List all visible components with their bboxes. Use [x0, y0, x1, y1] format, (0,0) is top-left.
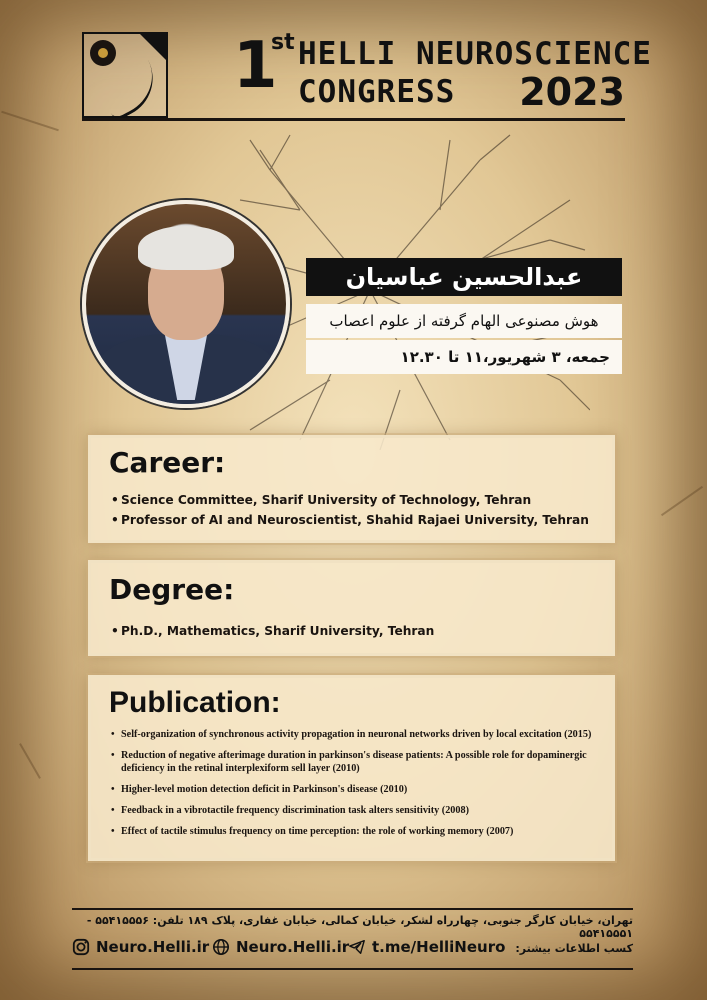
- degree-heading: Degree:: [109, 573, 235, 606]
- career-section: [88, 435, 615, 543]
- congress-title-line2: CONGRESS: [298, 74, 456, 110]
- instagram-icon: [72, 938, 90, 956]
- ordinal-suffix: st: [271, 30, 295, 55]
- footer-socials: [72, 938, 633, 964]
- footer-rule-bottom: [72, 968, 633, 970]
- career-list: [111, 490, 602, 530]
- more-info-label: کسب اطلاعات بیشتر:: [515, 942, 633, 955]
- website-link[interactable]: [212, 938, 349, 956]
- talk-title: هوش مصنوعی الهام گرفته از علوم اعصاب: [306, 304, 622, 338]
- paper-crack: [1, 111, 59, 131]
- list-item: • Feedback in a vibrotactile frequency discrimination task alters sensitivity (2008): [111, 804, 602, 817]
- publication-section: [88, 675, 615, 861]
- publication-heading: Publication:: [109, 686, 281, 719]
- footer-address: تهران، خیابان کارگر جنوبی، چهارراه لشکر، خیابان کمالی، خیابان غفاری، پلاک ۱۸۹ تلفن: ۵۵۴۱۵۵۵۶ - ۵۵۴۱۵۵۵۱: [86, 914, 633, 940]
- publication-list: [111, 728, 602, 846]
- congress-year: 2023: [519, 70, 625, 114]
- footer-rule: [72, 908, 633, 910]
- instagram-handle: Neuro.Helli.ir: [96, 938, 210, 956]
- talk-schedule: جمعه، ۳ شهریور،۱۱ تا ۱۲.۳۰: [306, 340, 622, 374]
- list-item: • Professor of AI and Neuroscientist, Shahid Rajaei University, Tehran: [111, 510, 602, 530]
- congress-logo: [82, 32, 168, 118]
- telegram-url: t.me/HelliNeuro: [372, 938, 506, 956]
- speaker-name: عبدالحسین عباسیان: [306, 258, 622, 296]
- logo-calligraphy: [95, 57, 166, 122]
- logo-seal-icon: [90, 40, 116, 66]
- career-heading: Career:: [109, 446, 226, 479]
- list-item: • Effect of tactile stimulus frequency on time perception: the role of working memory (2007): [111, 825, 602, 838]
- paper-crack: [661, 486, 703, 516]
- paper-crack: [19, 743, 41, 779]
- list-item: • Ph.D., Mathematics, Sharif University, Tehran: [111, 621, 602, 641]
- globe-icon: [212, 938, 230, 956]
- speaker-photo: [82, 200, 290, 408]
- logo-corner: [138, 32, 168, 62]
- website-url: Neuro.Helli.ir: [236, 938, 350, 956]
- list-item: • Science Committee, Sharif University of Technology, Tehran: [111, 490, 602, 510]
- list-item: • Self-organization of synchronous activity propagation in neuronal networks driven by local excitation (2015): [111, 728, 602, 741]
- congress-title-line1: HELLI NEUROSCIENCE: [298, 36, 652, 72]
- list-item: • Reduction of negative afterimage duration in parkinson's disease patients: A possible role for dopaminergic deficiency in the retinal interplexiform sell layer (2010): [111, 749, 602, 775]
- list-item: • Higher-level motion detection deficit in Parkinson's disease (2010): [111, 783, 602, 796]
- telegram-icon: [348, 938, 366, 956]
- degree-list: [111, 621, 602, 641]
- telegram-link[interactable]: [348, 938, 505, 956]
- header-rule: [82, 118, 625, 121]
- degree-section: [88, 560, 615, 656]
- instagram-link[interactable]: [72, 938, 209, 956]
- congress-ordinal: 1 st: [233, 29, 295, 103]
